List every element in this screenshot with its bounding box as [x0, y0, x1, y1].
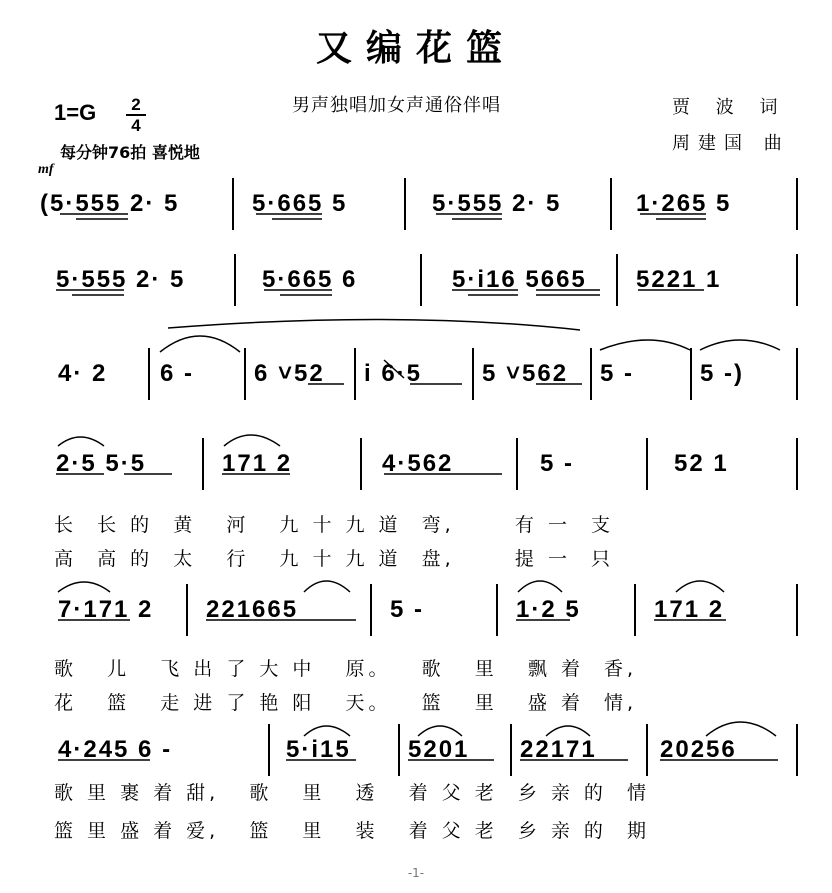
notes-row-2 — [0, 262, 832, 302]
barline — [510, 724, 512, 776]
measure: 5201 — [408, 736, 470, 763]
barline — [404, 178, 406, 230]
measure: 1·2 5 — [516, 596, 581, 623]
barline — [420, 254, 422, 306]
barline — [590, 348, 592, 400]
barline — [354, 348, 356, 400]
measure: 1·265 5 — [636, 190, 732, 217]
notes-row-1 — [0, 186, 832, 226]
barline — [202, 438, 204, 490]
measure: 7·171 2 — [58, 596, 154, 623]
measure: 5·555 2· 5 — [432, 190, 562, 217]
song-title: 又编花篮 — [315, 28, 516, 69]
composer-credit: 周建国 曲 — [672, 133, 790, 154]
measure: (5·555 2· 5 — [40, 190, 180, 217]
barline — [796, 438, 798, 490]
score-row-2 — [0, 262, 832, 302]
barline — [234, 254, 236, 306]
measure: 5221 1 — [636, 266, 722, 293]
barline — [148, 348, 150, 400]
barline — [690, 348, 692, 400]
score-row-5 — [0, 592, 832, 632]
measure: 6 ˅52 — [254, 360, 325, 387]
time-signature-top: 2 — [131, 95, 141, 114]
lyrics-verse-1-line-2: 歌 儿 飞 出 了 大 中 原。 歌 里 飘 着 香, — [54, 658, 638, 680]
barline — [360, 438, 362, 490]
measure: 5 - — [540, 450, 575, 477]
lyricist-credit: 贾 波 词 — [672, 97, 788, 118]
notes-row-3 — [0, 356, 832, 396]
measure: 5 - — [390, 596, 425, 623]
song-subtitle: 男声独唱加女声通俗伴唱 — [292, 95, 501, 116]
time-signature — [126, 96, 146, 134]
barline — [796, 584, 798, 636]
barline — [268, 724, 270, 776]
barline — [646, 438, 648, 490]
measure: 4·562 — [382, 450, 454, 477]
tempo-marking: 每分钟76拍 喜悦地 — [60, 143, 200, 162]
barline — [472, 348, 474, 400]
barline — [796, 724, 798, 776]
key-signature: 1=G — [54, 100, 97, 125]
measure: 52 1 — [674, 450, 729, 477]
score-row-3 — [0, 356, 832, 396]
lyrics-verse-2-line-1: 高 高 的 太 行 九 十 九 道 盘, 提 一 只 — [54, 548, 615, 570]
barline — [796, 254, 798, 306]
measure: 5·665 5 — [252, 190, 348, 217]
time-signature-bottom: 4 — [131, 116, 141, 135]
lyrics-verse-2-line-3: 篮 里 盛 着 爱, 篮 里 装 着 父 老 乡 亲 的 期 — [54, 820, 650, 842]
barline — [516, 438, 518, 490]
measure: 171 2 — [222, 450, 293, 477]
barline — [610, 178, 612, 230]
measure: 20256 — [660, 736, 737, 763]
measure: 5 ˅562 — [482, 360, 569, 387]
barline — [646, 724, 648, 776]
notes-row-4 — [0, 446, 832, 486]
barline — [398, 724, 400, 776]
measure: 6 - — [160, 360, 195, 387]
measure: 5·665 6 — [262, 266, 358, 293]
dynamic-marking: mf — [38, 162, 54, 177]
lyrics-verse-2-line-2: 花 篮 走 进 了 艳 阳 天。 篮 里 盛 着 情, — [54, 692, 638, 714]
measure: 4· 2 — [58, 360, 108, 387]
notes-row-6 — [0, 732, 832, 772]
barline — [496, 584, 498, 636]
score-row-1 — [0, 186, 832, 226]
barline — [616, 254, 618, 306]
notes-row-5 — [0, 592, 832, 632]
barline — [244, 348, 246, 400]
measure: 22171 — [520, 736, 597, 763]
measure: 5·i16 5665 — [452, 266, 587, 293]
measure: 5·555 2· 5 — [56, 266, 186, 293]
measure: 5 -) — [700, 360, 744, 387]
page-number: -1- — [407, 866, 425, 880]
lyrics-verse-1-line-1: 长 长 的 黄 河 九 十 九 道 弯, 有 一 支 — [54, 514, 615, 536]
barline — [634, 584, 636, 636]
measure: 221665 — [206, 596, 299, 623]
lyrics-verse-1-line-3: 歌 里 裹 着 甜, 歌 里 透 着 父 老 乡 亲 的 情 — [54, 782, 650, 804]
score-row-4 — [0, 446, 832, 486]
measure: i 6·5 — [364, 360, 423, 387]
measure: 5 - — [600, 360, 635, 387]
barline — [370, 584, 372, 636]
measure: 5·i15 — [286, 736, 351, 763]
barline — [232, 178, 234, 230]
measure: 4·245 6 - — [58, 736, 173, 763]
score-row-6 — [0, 732, 832, 772]
measure: 171 2 — [654, 596, 725, 623]
measure: 2·5 5·5 — [56, 450, 147, 477]
barline — [186, 584, 188, 636]
barline — [796, 178, 798, 230]
barline — [796, 348, 798, 400]
